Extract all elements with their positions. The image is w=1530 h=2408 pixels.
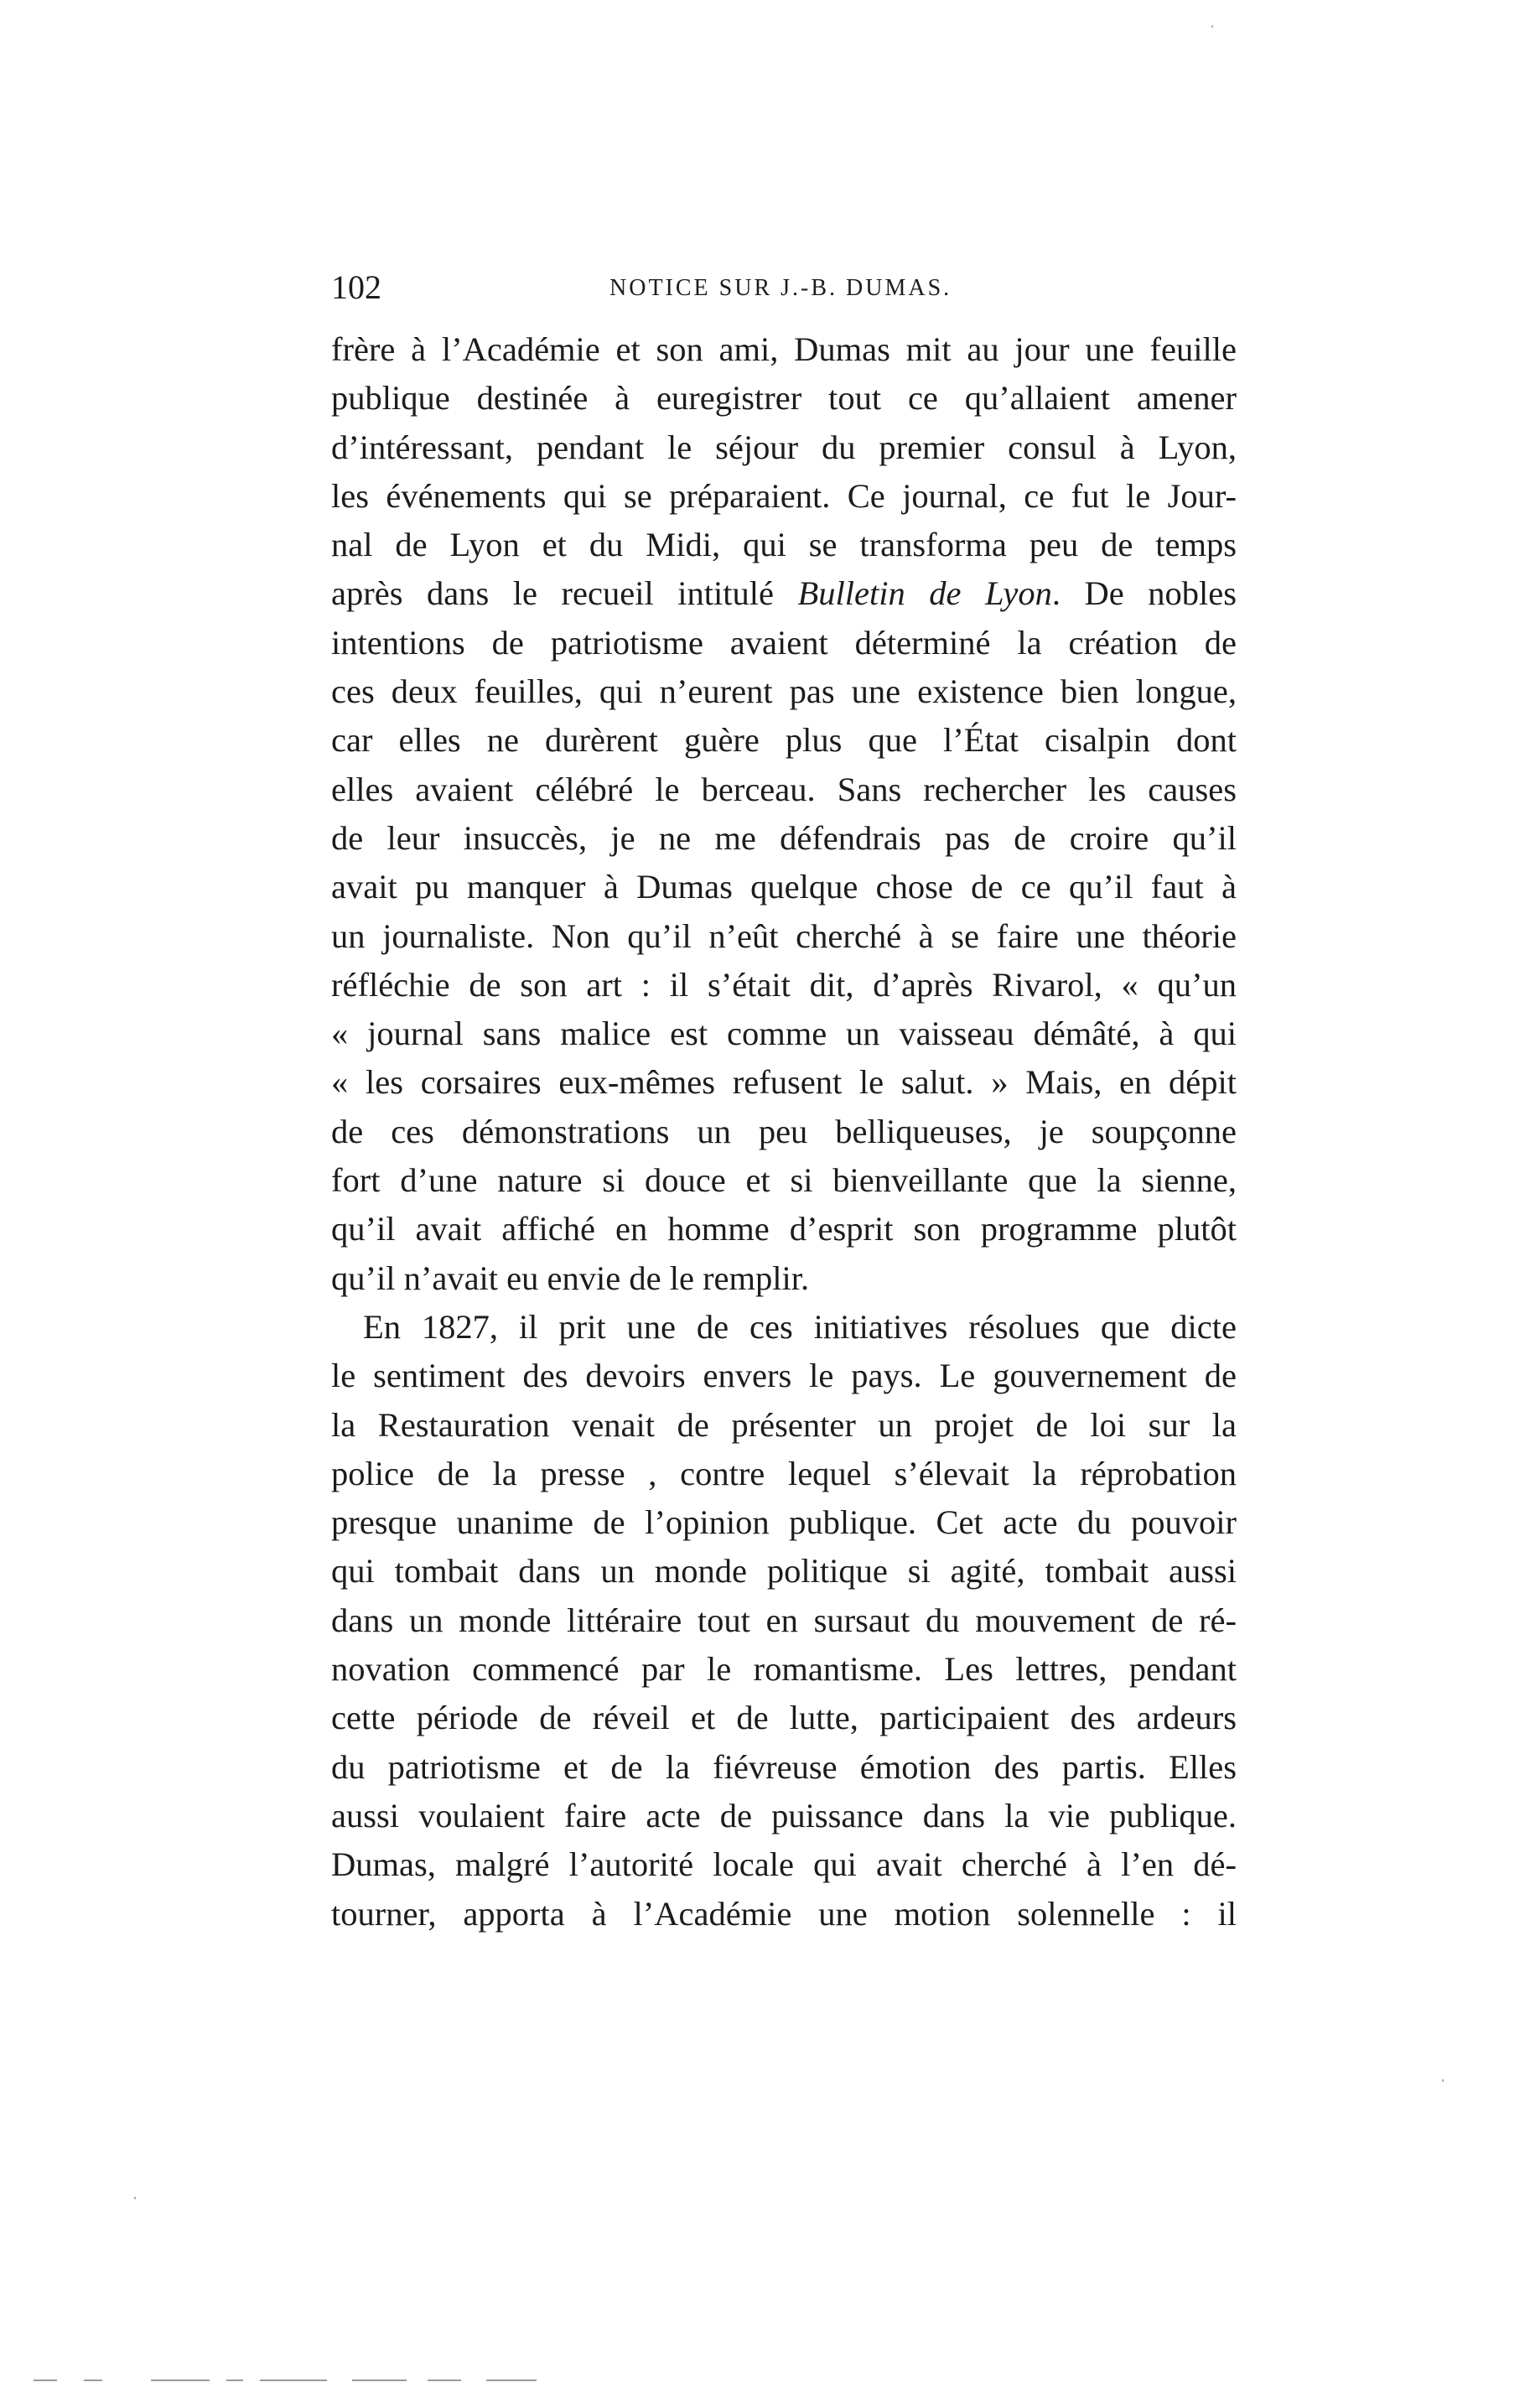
text-line: les événements qui se préparaient. Ce journal, ce fut le Jour- [331,476,1237,515]
scan-mark [486,2379,537,2381]
text-line: aussi voulaient faire acte de puissance dans la vie publique. [331,1796,1237,1835]
text-fragment: . De nobles [1051,574,1237,613]
text-line: nal de Lyon et du Midi, qui se transforma peu de temps [331,526,1237,564]
text-line: dans un monde littéraire tout en sursaut du mouvement de ré- [331,1601,1237,1639]
text-line: avait pu manquer à Dumas quelque chose de ce qu’il faut à [331,868,1237,906]
scan-speck [134,2197,136,2199]
scan-mark [428,2379,461,2381]
text-line: ces deux feuilles, qui n’eurent pas une existence bien longue, [331,672,1237,711]
page-number: 102 [331,268,381,306]
text-line: le sentiment des devoirs envers le pays. Le gouvernement de [331,1357,1237,1395]
text-line: novation commencé par le romantisme. Les lettres, pendant [331,1650,1237,1689]
text-line-with-title [331,569,1237,618]
running-head: NOTICE SUR J.-B. DUMAS. [609,275,952,301]
text-fragment: après dans le recueil intitulé [331,574,798,613]
scan-edge-marks [34,2379,537,2385]
text-line: de leur insuccès, je ne me défendrais pas de croire qu’il [331,818,1237,857]
text-line: qui tombait dans un monde politique si agité, tombait aussi [331,1552,1237,1591]
scan-mark [151,2379,210,2381]
text-line: un journaliste. Non qu’il n’eût cherché à se faire une théorie [331,916,1237,955]
text-line: du patriotisme et de la fiévreuse émotion des partis. Elles [331,1747,1237,1786]
scan-mark [34,2379,57,2381]
text-line: fort d’une nature si douce et si bienveillante que la sienne, [331,1161,1237,1200]
scan-mark [352,2379,407,2381]
body-text [331,325,1237,1938]
page-header [331,267,1237,309]
text-line: En 1827, il prit une de ces initiatives résolues que dicte [363,1307,1237,1346]
scan-speck [1211,25,1213,28]
text-line: presque unanime de l’opinion publique. Cet acte du pouvoir [331,1503,1237,1542]
text-line: frère à l’Académie et son ami, Dumas mit au jour une feuille [331,330,1237,368]
text-line: réfléchie de son art : il s’était dit, d’après Rivarol, « qu’un [331,965,1237,1004]
scan-mark [226,2379,243,2381]
text-line: de ces démonstrations un peu belliqueuses, je soupçonne [331,1112,1237,1150]
scan-speck [1442,2079,1444,2082]
text-line: « les corsaires eux-mêmes refusent le salut. » Mais, en dépit [331,1063,1237,1102]
text-line: publique destinée à euregistrer tout ce qu’allaient amener [331,379,1237,418]
text-line: cette période de réveil et de lutte, participaient des ardeurs [331,1699,1237,1737]
text-line: elles avaient célébré le berceau. Sans rechercher les causes [331,770,1237,808]
text-line: police de la presse , contre lequel s’élevait la réprobation [331,1454,1237,1492]
text-line: tourner, apporta à l’Académie une motion solennelle : il [331,1894,1237,1933]
text-line: « journal sans malice est comme un vaisseau démâté, à qui [331,1015,1237,1053]
scan-mark [84,2379,102,2381]
text-line: d’intéressant, pendant le séjour du premier consul à Lyon, [331,428,1237,466]
italic-title: Bulletin de Lyon [797,574,1052,613]
scan-mark [260,2379,327,2381]
text-line: car elles ne durèrent guère plus que l’État cisalpin dont [331,721,1237,760]
text-line: la Restauration venait de présenter un projet de loi sur la [331,1405,1237,1444]
text-line: intentions de patriotisme avaient déterminé la création de [331,623,1237,662]
text-line: qu’il avait affiché en homme d’esprit son programme plutôt [331,1210,1237,1248]
text-line: Dumas, malgré l’autorité locale qui avait cherché à l’en dé- [331,1845,1237,1884]
text-line: qu’il n’avait eu envie de le remplir. [331,1258,810,1297]
